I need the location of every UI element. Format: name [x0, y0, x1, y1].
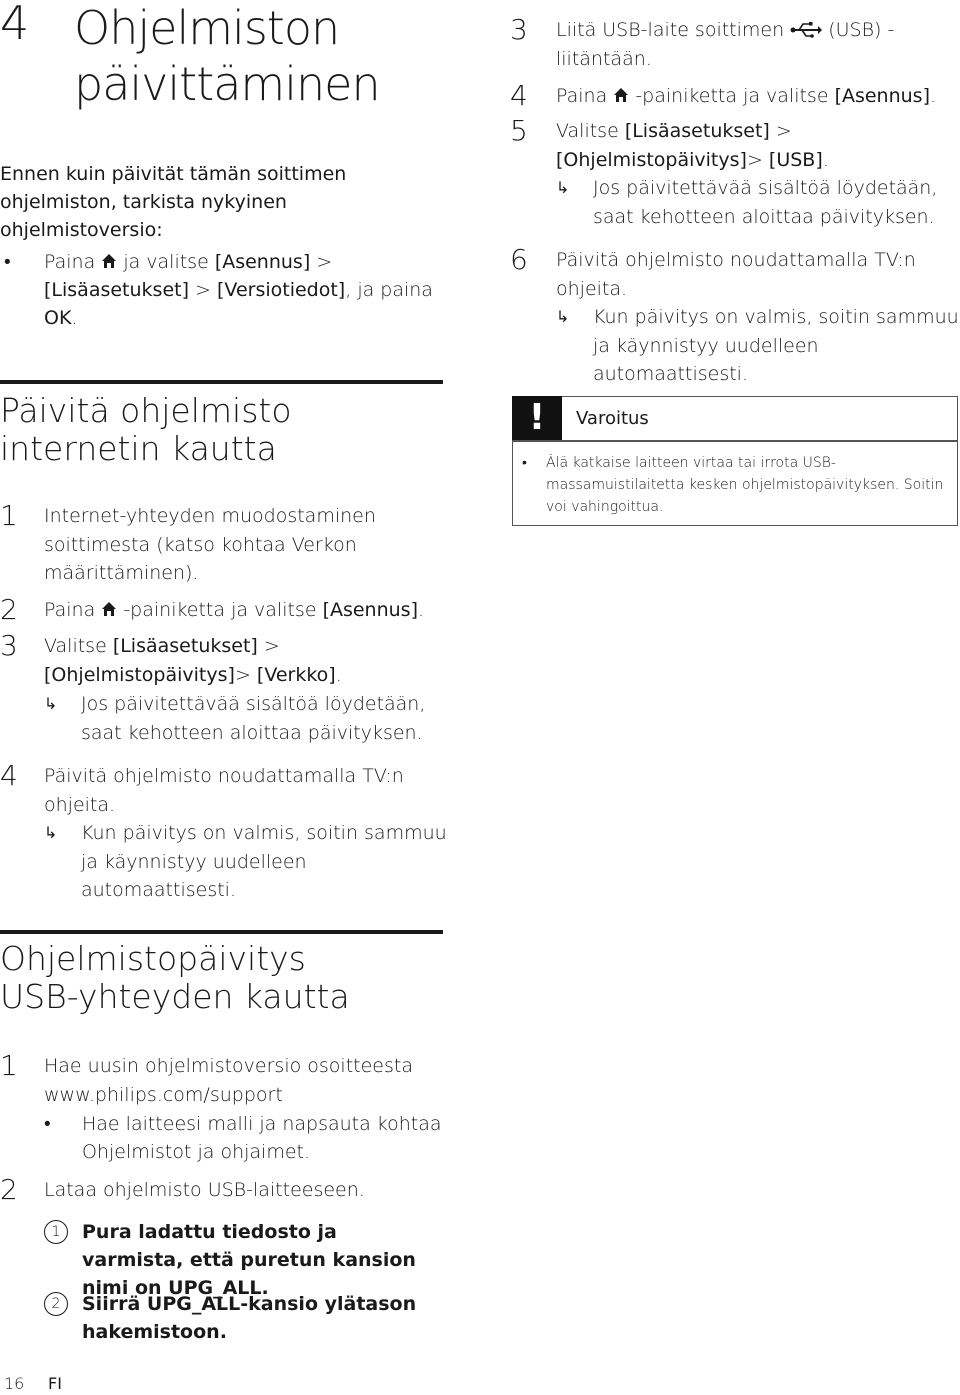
bullet-dot: •	[44, 1113, 51, 1135]
menu-asennus: [Asennus]	[214, 251, 311, 273]
step-number: 2	[0, 1173, 18, 1206]
menu-lisaasetukset: [Lisäasetukset]	[44, 279, 189, 301]
section-title-usb: Ohjelmistopäivitys USB-yhteyden kautta	[0, 939, 350, 1016]
separator: >	[263, 635, 280, 657]
substep-text: Pura ladattu tiedosto ja varmista, että puretun kansion nimi on UPG_ALL.	[82, 1221, 416, 1299]
step-text: Liitä USB-laite soittimen	[556, 19, 785, 41]
ok-key: OK	[44, 307, 72, 329]
menu-ohjelmistopaivitys: [Ohjelmistopäivitys]	[44, 663, 235, 686]
step-number: 6	[510, 243, 528, 276]
step-text: Paina	[44, 599, 96, 621]
step-number: 5	[510, 114, 528, 147]
section-title-internet: Päivitä ohjelmisto internetin kautta	[0, 391, 292, 468]
period: .	[418, 599, 425, 621]
result-arrow-icon: ↳	[556, 307, 570, 326]
step-number: 3	[510, 13, 528, 46]
warning-title: Varoitus	[576, 408, 649, 429]
separator: >	[234, 663, 251, 686]
warning-text: Älä katkaise laitteen virtaa tai irrota USB-massamuistilaitetta kesken ohjelmistopäivityksen. Soitin voi vahingoittua.	[546, 455, 944, 515]
step-text: -painiketta ja valitse	[635, 85, 829, 107]
step-number: 2	[0, 593, 18, 626]
step-text: Hae uusin ohjelmistoversio osoitteesta www.philips.com/support	[44, 1055, 413, 1106]
language-code: FI	[48, 1374, 62, 1393]
exclamation-icon: !	[528, 397, 546, 438]
result-arrow-icon: ↳	[44, 694, 58, 713]
chapter-number: 4	[0, 0, 29, 50]
step-number: 4	[0, 759, 18, 792]
section-rule	[0, 380, 443, 384]
bullet-text: Paina	[44, 251, 96, 273]
step-text: (USB) -liitäntään.	[556, 19, 895, 70]
menu-ohjelmistopaivitys: [Ohjelmistopäivitys]	[556, 148, 747, 171]
menu-lisaasetukset: [Lisäasetukset]	[112, 635, 258, 657]
result-arrow-icon: ↳	[44, 823, 58, 842]
step-text: Päivitä ohjelmisto noudattamalla TV:n ohjeita.	[44, 765, 404, 816]
step-text: Valitse	[44, 635, 107, 657]
period: .	[335, 663, 342, 686]
step-number: 1	[0, 499, 18, 532]
step-text: Valitse	[556, 120, 619, 142]
menu-asennus: [Asennus]	[834, 85, 930, 107]
substep-text: Siirrä UPG_ALL-kansio ylätason hakemistoon.	[82, 1293, 417, 1343]
period: .	[71, 307, 78, 329]
result-arrow-icon: ↳	[556, 178, 570, 197]
step-number: 1	[0, 1049, 18, 1082]
bullet-dot: •	[4, 251, 11, 273]
usb-icon	[790, 22, 822, 38]
menu-versiotiedot: [Versiotiedot]	[217, 279, 346, 301]
warning-icon	[512, 396, 562, 440]
step-text: -painiketta ja valitse	[123, 599, 317, 621]
result-text: Jos päivitettävää sisältöä löydetään, saat kehotteen aloittaa päivityksen.	[81, 693, 426, 744]
result-text: Kun päivitys on valmis, soitin sammuu ja käynnistyy uudelleen automaattisesti.	[81, 822, 447, 901]
menu-lisaasetukset: [Lisäasetukset]	[624, 120, 770, 142]
page-number: 16	[4, 1374, 25, 1393]
step-text: Paina	[556, 85, 608, 107]
separator: >	[316, 251, 333, 273]
bullet-text: ja valitse	[123, 251, 209, 273]
home-icon	[101, 601, 117, 617]
home-icon	[101, 253, 117, 269]
result-text: Jos päivitettävää sisältöä löydetään, saat kehotteen aloittaa päivityksen.	[593, 177, 938, 228]
home-icon	[613, 87, 629, 103]
bullet-text: Hae laitteesi malli ja napsauta kohtaa Ohjelmistot ja ohjaimet.	[82, 1113, 442, 1163]
step-number: 4	[510, 79, 528, 112]
intro-paragraph: Ennen kuin päivität tämän soittimen ohjelmiston, tarkista nykyinen ohjelmistoversio:	[0, 163, 347, 241]
step-text: Päivitä ohjelmisto noudattamalla TV:n ohjeita.	[556, 249, 916, 300]
section-rule	[0, 930, 443, 934]
bullet-dot: •	[522, 455, 527, 471]
period: .	[930, 85, 937, 107]
warning-divider	[512, 440, 958, 442]
bullet-text: , ja paina	[345, 279, 433, 301]
menu-asennus: [Asennus]	[322, 599, 418, 621]
step-text: Lataa ohjelmisto USB-laitteeseen.	[44, 1179, 365, 1201]
period: .	[822, 148, 829, 171]
step-number: 3	[0, 629, 18, 662]
separator: >	[746, 148, 763, 171]
menu-verkko: [Verkko]	[256, 663, 336, 686]
substep-number: 2	[44, 1292, 68, 1316]
substep-number: 1	[44, 1220, 68, 1244]
chapter-title: Ohjelmiston päivittäminen	[74, 1, 380, 111]
result-text: Kun päivitys on valmis, soitin sammuu ja käynnistyy uudelleen automaattisesti.	[593, 306, 959, 385]
separator: >	[195, 279, 211, 301]
menu-usb: [USB]	[768, 148, 823, 171]
separator: >	[775, 120, 792, 142]
step-text: Internet-yhteyden muodostaminen soittimesta (katso kohtaa Verkon määrittäminen).	[44, 505, 376, 584]
